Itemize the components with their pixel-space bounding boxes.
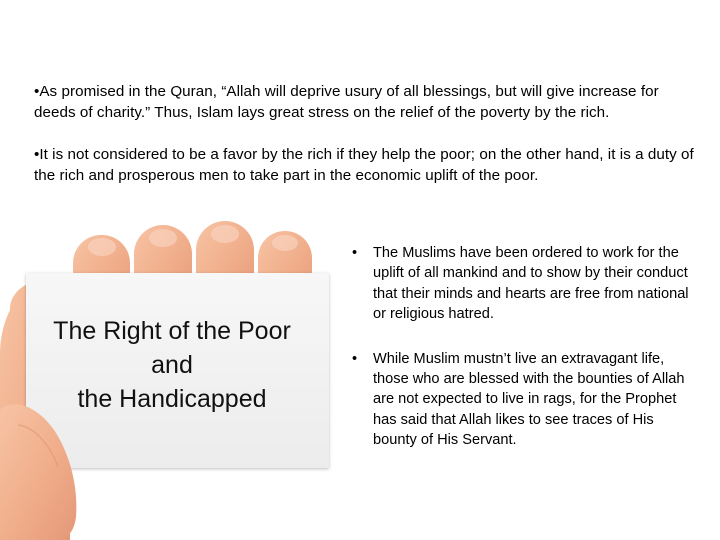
- card-title-line: the Handicapped: [77, 385, 267, 413]
- card-title-line: The Right of the Poor: [53, 317, 291, 345]
- list-item: [350, 243, 700, 325]
- top-paragraph-1: [34, 81, 694, 123]
- list-item: [350, 349, 700, 451]
- paragraph-text: As promised in the Quran, “Allah will deprive usury of all blessings, but will give increase for deeds of charity.” Thus, Islam lays great stress on the relief of the poverty by the rich.: [34, 83, 659, 122]
- bullet-marker: •: [352, 245, 358, 261]
- top-paragraph-2: [34, 144, 694, 186]
- list-item-text: While Muslim mustn’t live an extravagant life, those who are blessed with the bounties of Allah are not expected to live in rags, for the Prophet has said that Allah likes to see traces of His bounty of His Servant.: [373, 350, 685, 449]
- bullet-marker: •: [352, 350, 358, 367]
- card-title-line: and: [151, 351, 193, 379]
- right-bullet-list: [350, 243, 700, 451]
- card-title: [22, 314, 322, 416]
- paragraph-text: It is not considered to be a favor by the rich if they help the poor; on the other hand, it is a duty of the rich and prosperous men to take part in the economic uplift of the poor.: [34, 146, 694, 185]
- paragraph-bullet: •: [34, 83, 40, 101]
- paragraph-bullet: •: [34, 146, 40, 164]
- list-item-text: The Muslims have been ordered to work for the uplift of all mankind and to show by their conduct that their minds and hearts are free from national or religious hatred.: [373, 245, 689, 323]
